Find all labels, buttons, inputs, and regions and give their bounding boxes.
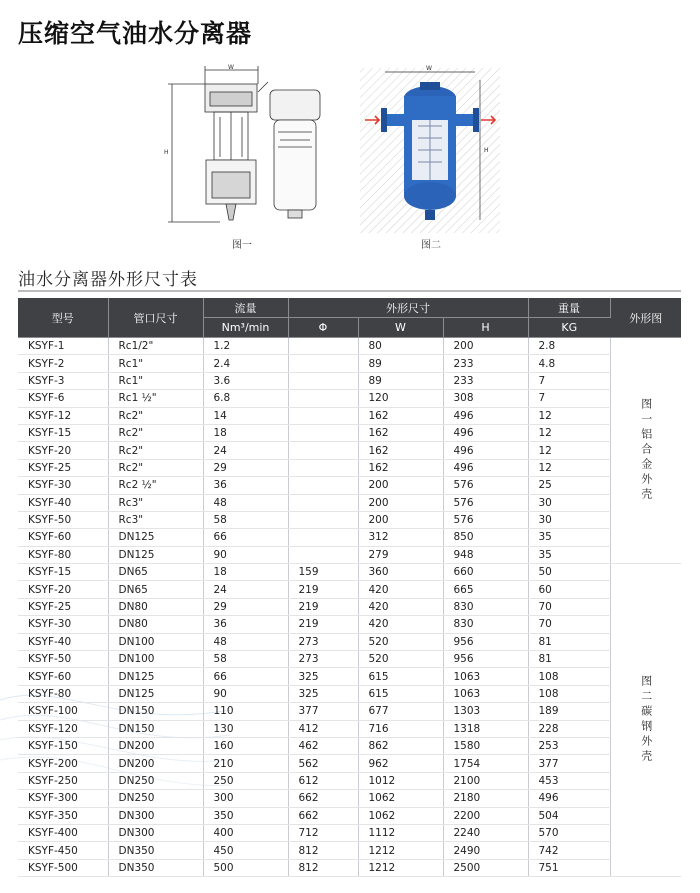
- cell-phi: 812: [288, 842, 358, 859]
- cell-pipe: DN200: [108, 755, 203, 772]
- cell-flow: 160: [203, 737, 288, 754]
- page-title: 压缩空气油水分离器: [18, 19, 253, 48]
- figure-1-caption: 图一: [232, 240, 252, 251]
- cell-w: 962: [358, 755, 443, 772]
- cell-w: 1212: [358, 859, 443, 876]
- cell-h: 2180: [443, 790, 528, 807]
- cell-pipe: DN150: [108, 720, 203, 737]
- cell-h: 576: [443, 511, 528, 528]
- table-row: [18, 581, 681, 598]
- cell-w: 677: [358, 703, 443, 720]
- cell-model: KSYF-2: [18, 355, 108, 372]
- table-row: [18, 807, 681, 824]
- cell-flow: 14: [203, 407, 288, 424]
- cell-flow: 3.6: [203, 372, 288, 389]
- cell-w: 615: [358, 685, 443, 702]
- table-title: 油水分离器外形尺寸表: [18, 270, 198, 290]
- cell-flow: 500: [203, 859, 288, 876]
- cell-model: KSYF-250: [18, 772, 108, 789]
- cell-phi: 812: [288, 859, 358, 876]
- cell-flow: 18: [203, 424, 288, 441]
- cell-h: 496: [443, 407, 528, 424]
- table-row: [18, 720, 681, 737]
- cell-flow: 90: [203, 685, 288, 702]
- cell-flow: 48: [203, 633, 288, 650]
- cell-flow: 2.4: [203, 355, 288, 372]
- cell-phi: [288, 494, 358, 511]
- cell-h: 496: [443, 424, 528, 441]
- cell-pipe: Rc1/2": [108, 338, 203, 355]
- cell-pipe: Rc2": [108, 424, 203, 441]
- cell-phi: [288, 355, 358, 372]
- cell-h: 665: [443, 581, 528, 598]
- header-outline-size: 外形尺寸: [288, 298, 528, 318]
- cell-model: KSYF-20: [18, 581, 108, 598]
- cell-kg: 70: [528, 598, 610, 615]
- cell-flow: 24: [203, 581, 288, 598]
- header-flow: 流量: [203, 298, 288, 318]
- cell-h: 1318: [443, 720, 528, 737]
- cell-model: KSYF-80: [18, 685, 108, 702]
- shape-group-carbon-steel: 图二碳钢外壳: [610, 564, 681, 877]
- cell-model: KSYF-1: [18, 338, 108, 355]
- cell-pipe: DN300: [108, 807, 203, 824]
- cell-kg: 25: [528, 477, 610, 494]
- cell-pipe: DN65: [108, 564, 203, 581]
- cell-h: 233: [443, 372, 528, 389]
- cell-pipe: DN300: [108, 824, 203, 841]
- cell-kg: 30: [528, 511, 610, 528]
- cell-model: KSYF-12: [18, 407, 108, 424]
- title-divider: [18, 290, 681, 292]
- cell-w: 360: [358, 564, 443, 581]
- cell-pipe: DN250: [108, 772, 203, 789]
- cell-flow: 24: [203, 442, 288, 459]
- table-row: [18, 772, 681, 789]
- cell-flow: 29: [203, 598, 288, 615]
- table-row: [18, 494, 681, 511]
- table-row: [18, 737, 681, 754]
- table-row: [18, 616, 681, 633]
- cell-phi: 325: [288, 685, 358, 702]
- cell-flow: 300: [203, 790, 288, 807]
- cell-flow: 6.8: [203, 390, 288, 407]
- cell-phi: 612: [288, 772, 358, 789]
- header-phi: Φ: [288, 318, 358, 338]
- figure-1-dim-h: H: [164, 149, 169, 156]
- cell-pipe: DN350: [108, 859, 203, 876]
- cell-kg: 453: [528, 772, 610, 789]
- cell-phi: [288, 459, 358, 476]
- cell-phi: [288, 372, 358, 389]
- cell-model: KSYF-30: [18, 477, 108, 494]
- cell-model: KSYF-500: [18, 859, 108, 876]
- cell-w: 162: [358, 424, 443, 441]
- cell-model: KSYF-100: [18, 703, 108, 720]
- cell-flow: 18: [203, 564, 288, 581]
- cell-phi: [288, 338, 358, 355]
- cell-pipe: Rc1 ½": [108, 390, 203, 407]
- cell-kg: 742: [528, 842, 610, 859]
- cell-phi: 562: [288, 755, 358, 772]
- cell-pipe: DN125: [108, 685, 203, 702]
- table-row: [18, 651, 681, 668]
- cell-h: 2100: [443, 772, 528, 789]
- table-row: [18, 598, 681, 615]
- cell-kg: 2.8: [528, 338, 610, 355]
- cell-kg: 81: [528, 633, 610, 650]
- cell-flow: 66: [203, 668, 288, 685]
- cell-w: 1062: [358, 807, 443, 824]
- cell-phi: [288, 529, 358, 546]
- cell-kg: 30: [528, 494, 610, 511]
- cell-h: 956: [443, 651, 528, 668]
- cell-phi: [288, 442, 358, 459]
- cell-w: 312: [358, 529, 443, 546]
- cell-phi: 273: [288, 651, 358, 668]
- cell-w: 862: [358, 737, 443, 754]
- cell-phi: 219: [288, 581, 358, 598]
- cell-kg: 35: [528, 546, 610, 563]
- cell-model: KSYF-150: [18, 737, 108, 754]
- cell-flow: 130: [203, 720, 288, 737]
- cell-phi: 219: [288, 616, 358, 633]
- cell-phi: 325: [288, 668, 358, 685]
- cell-pipe: Rc3": [108, 511, 203, 528]
- cell-pipe: DN150: [108, 703, 203, 720]
- cell-h: 1580: [443, 737, 528, 754]
- cell-kg: 7: [528, 372, 610, 389]
- cell-phi: 412: [288, 720, 358, 737]
- table-row: [18, 668, 681, 685]
- table-row: [18, 355, 681, 372]
- cell-w: 420: [358, 581, 443, 598]
- cell-h: 660: [443, 564, 528, 581]
- cell-w: 615: [358, 668, 443, 685]
- header-shape: 外形图: [610, 298, 681, 338]
- cell-h: 576: [443, 494, 528, 511]
- cell-w: 1012: [358, 772, 443, 789]
- cell-flow: 36: [203, 477, 288, 494]
- figure-2-dim-h: H: [484, 147, 489, 154]
- cell-h: 956: [443, 633, 528, 650]
- cell-kg: 60: [528, 581, 610, 598]
- cell-h: 1303: [443, 703, 528, 720]
- cell-h: 830: [443, 616, 528, 633]
- cell-flow: 48: [203, 494, 288, 511]
- table-row: [18, 529, 681, 546]
- cell-h: 1063: [443, 685, 528, 702]
- cell-kg: 70: [528, 616, 610, 633]
- cell-kg: 35: [528, 529, 610, 546]
- cell-phi: [288, 407, 358, 424]
- header-model: 型号: [18, 298, 108, 338]
- header-h: H: [443, 318, 528, 338]
- cell-w: 89: [358, 372, 443, 389]
- cell-w: 200: [358, 494, 443, 511]
- header-weight-unit: KG: [528, 318, 610, 338]
- cell-h: 830: [443, 598, 528, 615]
- cell-h: 1754: [443, 755, 528, 772]
- cell-w: 520: [358, 651, 443, 668]
- cell-pipe: DN125: [108, 668, 203, 685]
- cell-h: 200: [443, 338, 528, 355]
- table-row: [18, 424, 681, 441]
- cell-phi: 159: [288, 564, 358, 581]
- cell-pipe: DN350: [108, 842, 203, 859]
- cell-model: KSYF-50: [18, 511, 108, 528]
- cell-kg: 12: [528, 407, 610, 424]
- table-row: [18, 703, 681, 720]
- cell-h: 2490: [443, 842, 528, 859]
- cell-pipe: Rc2": [108, 442, 203, 459]
- cell-model: KSYF-40: [18, 633, 108, 650]
- cell-model: KSYF-450: [18, 842, 108, 859]
- table-row: [18, 824, 681, 841]
- cell-model: KSYF-60: [18, 529, 108, 546]
- cell-flow: 58: [203, 511, 288, 528]
- table-row: [18, 633, 681, 650]
- cell-kg: 50: [528, 564, 610, 581]
- cell-kg: 496: [528, 790, 610, 807]
- cell-model: KSYF-15: [18, 424, 108, 441]
- cell-w: 80: [358, 338, 443, 355]
- cell-flow: 58: [203, 651, 288, 668]
- cell-phi: [288, 424, 358, 441]
- cell-model: KSYF-50: [18, 651, 108, 668]
- cell-h: 2240: [443, 824, 528, 841]
- cell-phi: 662: [288, 807, 358, 824]
- cell-flow: 36: [203, 616, 288, 633]
- cell-phi: 219: [288, 598, 358, 615]
- cell-h: 2500: [443, 859, 528, 876]
- cell-kg: 81: [528, 651, 610, 668]
- cell-model: KSYF-30: [18, 616, 108, 633]
- cell-flow: 1.2: [203, 338, 288, 355]
- cell-model: KSYF-60: [18, 668, 108, 685]
- cell-flow: 29: [203, 459, 288, 476]
- cell-pipe: Rc2": [108, 459, 203, 476]
- cell-model: KSYF-400: [18, 824, 108, 841]
- cell-flow: 90: [203, 546, 288, 563]
- shape-group-aluminum: 图一铝合金外壳: [610, 338, 681, 564]
- cell-model: KSYF-40: [18, 494, 108, 511]
- cell-model: KSYF-20: [18, 442, 108, 459]
- cell-kg: 12: [528, 459, 610, 476]
- cell-pipe: DN100: [108, 633, 203, 650]
- cell-w: 1112: [358, 824, 443, 841]
- header-pipe-size: 管口尺寸: [108, 298, 203, 338]
- cell-pipe: Rc1": [108, 372, 203, 389]
- dimension-table: [18, 298, 681, 877]
- cell-model: KSYF-3: [18, 372, 108, 389]
- cell-model: KSYF-80: [18, 546, 108, 563]
- table-row: [18, 372, 681, 389]
- table-row: [18, 459, 681, 476]
- cell-model: KSYF-120: [18, 720, 108, 737]
- cell-phi: 377: [288, 703, 358, 720]
- cell-h: 496: [443, 459, 528, 476]
- cell-model: KSYF-6: [18, 390, 108, 407]
- cell-kg: 7: [528, 390, 610, 407]
- cell-pipe: Rc3": [108, 494, 203, 511]
- table-row: [18, 511, 681, 528]
- cell-pipe: DN250: [108, 790, 203, 807]
- cell-kg: 504: [528, 807, 610, 824]
- cell-w: 89: [358, 355, 443, 372]
- cell-h: 2200: [443, 807, 528, 824]
- table-row: [18, 564, 681, 581]
- cell-w: 200: [358, 511, 443, 528]
- cell-pipe: Rc1": [108, 355, 203, 372]
- cell-w: 420: [358, 616, 443, 633]
- cell-phi: 712: [288, 824, 358, 841]
- cell-pipe: DN80: [108, 616, 203, 633]
- cell-phi: 462: [288, 737, 358, 754]
- cell-phi: 273: [288, 633, 358, 650]
- cell-flow: 110: [203, 703, 288, 720]
- table-row: [18, 546, 681, 563]
- cell-model: KSYF-15: [18, 564, 108, 581]
- cell-w: 716: [358, 720, 443, 737]
- table-row: [18, 338, 681, 355]
- cell-h: 496: [443, 442, 528, 459]
- table-row: [18, 859, 681, 876]
- table-row: [18, 685, 681, 702]
- cell-flow: 450: [203, 842, 288, 859]
- cell-phi: [288, 390, 358, 407]
- figure-1-aluminum-filter-drawing: [150, 62, 335, 240]
- cell-h: 576: [443, 477, 528, 494]
- cell-w: 120: [358, 390, 443, 407]
- cell-w: 1212: [358, 842, 443, 859]
- cell-kg: 189: [528, 703, 610, 720]
- cell-phi: 662: [288, 790, 358, 807]
- cell-kg: 228: [528, 720, 610, 737]
- cell-pipe: Rc2": [108, 407, 203, 424]
- cell-flow: 250: [203, 772, 288, 789]
- cell-kg: 108: [528, 668, 610, 685]
- table-row: [18, 477, 681, 494]
- cell-model: KSYF-350: [18, 807, 108, 824]
- cell-kg: 12: [528, 424, 610, 441]
- cell-kg: 253: [528, 737, 610, 754]
- cell-h: 948: [443, 546, 528, 563]
- cell-w: 162: [358, 442, 443, 459]
- figure-2-dim-w: W: [426, 65, 432, 72]
- cell-w: 520: [358, 633, 443, 650]
- cell-model: KSYF-300: [18, 790, 108, 807]
- cell-pipe: DN125: [108, 546, 203, 563]
- cell-kg: 108: [528, 685, 610, 702]
- table-row: [18, 842, 681, 859]
- cell-model: KSYF-25: [18, 459, 108, 476]
- figure-2-carbon-steel-filter-drawing: [355, 60, 510, 240]
- header-flow-unit: Nm³/min: [203, 318, 288, 338]
- table-row: [18, 442, 681, 459]
- cell-flow: 66: [203, 529, 288, 546]
- cell-pipe: DN200: [108, 737, 203, 754]
- cell-kg: 4.8: [528, 355, 610, 372]
- cell-h: 850: [443, 529, 528, 546]
- cell-w: 1062: [358, 790, 443, 807]
- table-body: [18, 338, 681, 877]
- cell-phi: [288, 477, 358, 494]
- cell-kg: 751: [528, 859, 610, 876]
- cell-kg: 12: [528, 442, 610, 459]
- cell-pipe: DN65: [108, 581, 203, 598]
- cell-phi: [288, 511, 358, 528]
- cell-kg: 570: [528, 824, 610, 841]
- figure-2-caption: 图二: [421, 240, 441, 251]
- cell-pipe: DN80: [108, 598, 203, 615]
- cell-pipe: DN100: [108, 651, 203, 668]
- header-weight: 重量: [528, 298, 610, 318]
- cell-model: KSYF-200: [18, 755, 108, 772]
- cell-h: 233: [443, 355, 528, 372]
- cell-w: 162: [358, 407, 443, 424]
- cell-model: KSYF-25: [18, 598, 108, 615]
- cell-flow: 210: [203, 755, 288, 772]
- cell-flow: 400: [203, 824, 288, 841]
- header-w: W: [358, 318, 443, 338]
- cell-w: 162: [358, 459, 443, 476]
- cell-w: 200: [358, 477, 443, 494]
- table-row: [18, 755, 681, 772]
- cell-pipe: Rc2 ½": [108, 477, 203, 494]
- cell-w: 420: [358, 598, 443, 615]
- cell-kg: 377: [528, 755, 610, 772]
- table-row: [18, 790, 681, 807]
- cell-pipe: DN125: [108, 529, 203, 546]
- cell-flow: 350: [203, 807, 288, 824]
- figure-1-dim-w: W: [228, 64, 234, 71]
- cell-phi: [288, 546, 358, 563]
- table-row: [18, 390, 681, 407]
- table-row: [18, 407, 681, 424]
- cell-h: 1063: [443, 668, 528, 685]
- cell-w: 279: [358, 546, 443, 563]
- cell-h: 308: [443, 390, 528, 407]
